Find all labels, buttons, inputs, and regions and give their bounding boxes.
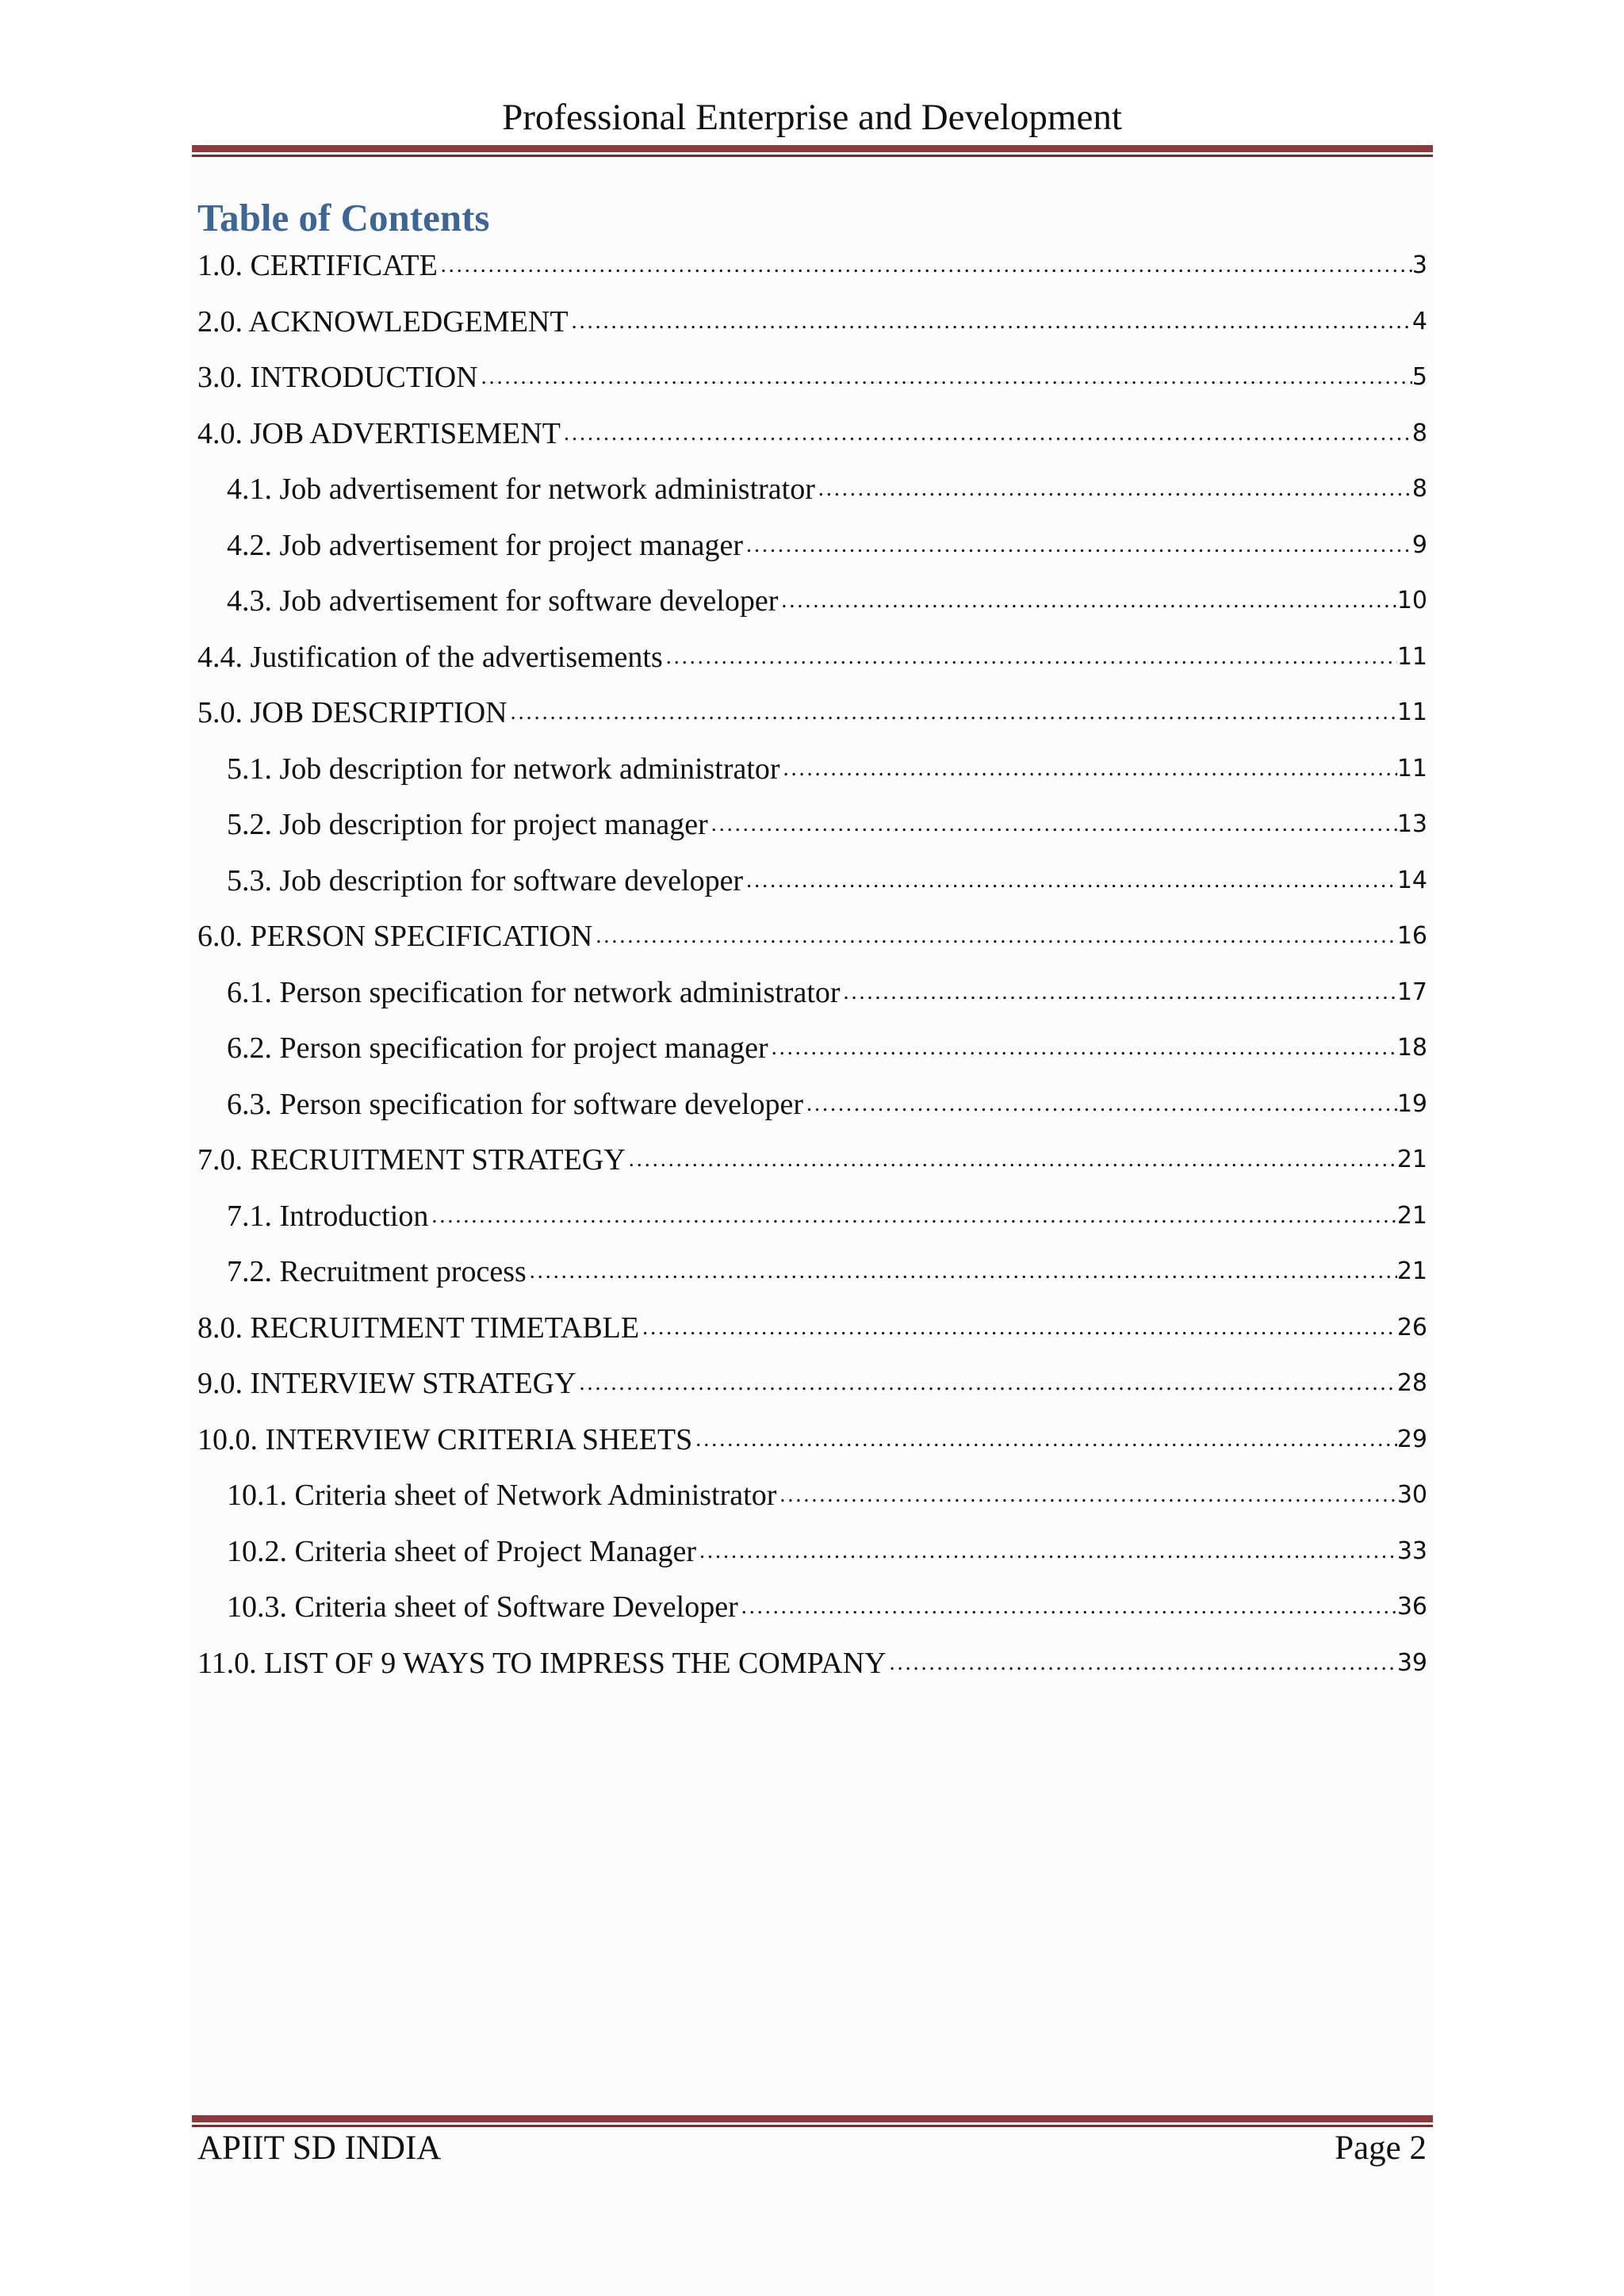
toc-entry-label: 11.0. LIST OF 9 WAYS TO IMPRESS THE COMPANY	[197, 1646, 887, 1680]
toc-dot-leader	[569, 300, 1412, 344]
toc-entry[interactable]	[197, 914, 1427, 970]
toc-entry-label: 5.3. Job description for software developer	[227, 863, 744, 897]
toc-entry-label: 7.0. RECRUITMENT STRATEGY	[197, 1143, 626, 1177]
toc-entry[interactable]	[197, 1418, 1427, 1474]
toc-entry-label: 4.1. Job advertisement for network administrator	[227, 473, 815, 506]
toc-entry-page: 29	[1396, 1425, 1427, 1453]
toc-entry-page: 33	[1396, 1536, 1427, 1565]
toc-dot-leader	[768, 1026, 1397, 1070]
toc-entry[interactable]	[197, 1473, 1427, 1529]
toc-entry-page: 16	[1396, 922, 1427, 950]
toc-dot-leader	[428, 1194, 1396, 1238]
toc-entry-page: 11	[1396, 698, 1427, 726]
toc-entry-page: 14	[1396, 866, 1427, 894]
toc-entry[interactable]	[197, 691, 1427, 747]
toc-entry-label: 10.1. Criteria sheet of Network Administrator	[227, 1479, 777, 1512]
toc-dot-leader	[692, 1418, 1397, 1462]
toc-entry-label: 10.2. Criteria sheet of Project Manager	[227, 1534, 696, 1568]
toc-entry-page: 5	[1411, 363, 1427, 391]
toc-dot-leader	[592, 914, 1397, 959]
toc-dot-leader	[780, 747, 1397, 791]
header-rule	[192, 145, 1433, 157]
toc-entry-page: 10	[1396, 587, 1427, 614]
toc-dot-leader	[663, 635, 1397, 679]
toc-entry-label: 4.2. Job advertisement for project manager	[227, 528, 744, 562]
toc-entry[interactable]	[197, 859, 1427, 915]
toc-entry[interactable]	[197, 1026, 1427, 1082]
toc-entry-label: 3.0. INTRODUCTION	[197, 361, 478, 394]
toc-entry[interactable]	[197, 1082, 1427, 1138]
toc-entry-label: 1.0. CERTIFICATE	[197, 249, 438, 282]
toc-entry[interactable]	[197, 355, 1427, 411]
toc-dot-leader	[626, 1138, 1397, 1182]
toc-dot-leader	[887, 1641, 1397, 1686]
toc-entry-page: 36	[1396, 1593, 1427, 1621]
toc-entry[interactable]	[197, 523, 1427, 580]
toc-entry-page: 21	[1396, 1201, 1427, 1230]
toc-dot-leader	[778, 579, 1396, 623]
toc-dot-leader	[438, 243, 1412, 288]
toc-entry[interactable]	[197, 1361, 1427, 1418]
toc-entry-label: 10.3. Criteria sheet of Software Developer	[227, 1590, 738, 1624]
toc-entry[interactable]	[197, 747, 1427, 803]
toc-entry-page: 39	[1396, 1648, 1427, 1677]
toc-entry-label: 10.0. INTERVIEW CRITERIA SHEETS	[197, 1422, 693, 1456]
toc-entry-label: 4.0. JOB ADVERTISEMENT	[197, 416, 561, 450]
toc-entry-label: 2.0. ACKNOWLEDGEMENT	[197, 304, 569, 339]
toc-entry-page: 21	[1396, 1146, 1427, 1173]
toc-entry-page: 8	[1411, 475, 1427, 503]
toc-entry-label: 5.1. Job description for network administrator	[227, 752, 780, 786]
toc-entry-page: 17	[1396, 978, 1427, 1006]
toc-entry-label: 7.2. Recruitment process	[227, 1255, 527, 1288]
toc-entry[interactable]	[197, 467, 1427, 523]
toc-entry-page: 21	[1396, 1257, 1427, 1285]
toc-entry[interactable]	[197, 300, 1427, 356]
toc-entry-page: 11	[1396, 754, 1427, 783]
toc-dot-leader	[708, 802, 1397, 847]
toc-dot-leader	[743, 523, 1412, 568]
toc-entry-page: 19	[1396, 1089, 1427, 1118]
toc-dot-leader	[743, 859, 1397, 903]
toc-entry[interactable]	[197, 1194, 1427, 1250]
toc-entry[interactable]	[197, 1585, 1427, 1641]
toc-entry[interactable]	[197, 243, 1427, 300]
toc-dot-leader	[776, 1473, 1396, 1517]
toc-dot-leader	[738, 1585, 1397, 1629]
toc-entry[interactable]	[197, 579, 1427, 635]
toc-dot-leader	[508, 691, 1397, 735]
toc-dot-leader	[561, 411, 1412, 456]
toc-entry-label: 6.2. Person specification for project manager	[227, 1031, 768, 1065]
toc-entry-page: 13	[1396, 810, 1427, 838]
toc-dot-leader	[803, 1082, 1397, 1127]
toc-list	[197, 243, 1427, 1697]
toc-entry-label: 9.0. INTERVIEW STRATEGY	[197, 1367, 576, 1400]
toc-entry-page: 4	[1411, 307, 1427, 335]
toc-entry-label: 6.3. Person specification for software developer	[227, 1087, 804, 1121]
toc-entry[interactable]	[197, 411, 1427, 468]
toc-entry-label: 4.3. Job advertisement for software developer	[227, 584, 779, 618]
toc-entry-label: 5.0. JOB DESCRIPTION	[197, 696, 508, 729]
toc-entry-page: 3	[1411, 251, 1427, 279]
toc-entry-label: 6.0. PERSON SPECIFICATION	[197, 920, 593, 953]
toc-dot-leader	[841, 970, 1397, 1015]
toc-entry-label: 7.1. Introduction	[227, 1199, 429, 1233]
toc-entry-page: 28	[1396, 1369, 1427, 1397]
toc-dot-leader	[815, 467, 1412, 511]
toc-entry[interactable]	[197, 1529, 1427, 1586]
toc-entry-label: 5.2. Job description for project manager	[227, 808, 708, 841]
footer-page-number: Page 2	[1335, 2130, 1427, 2167]
toc-dot-leader	[527, 1249, 1397, 1294]
toc-entry-page: 26	[1396, 1313, 1427, 1341]
toc-dot-leader	[639, 1306, 1397, 1350]
toc-dot-leader	[696, 1529, 1397, 1574]
toc-entry-page: 30	[1396, 1481, 1427, 1509]
running-header: Professional Enterprise and Development	[502, 97, 1122, 138]
toc-entry-page: 11	[1396, 642, 1427, 671]
toc-entry-label: 4.4. Justification of the advertisements	[197, 640, 663, 674]
toc-dot-leader	[478, 355, 1412, 400]
toc-entry[interactable]	[197, 970, 1427, 1027]
toc-entry-page: 9	[1411, 530, 1427, 559]
toc-heading: Table of Contents	[197, 196, 490, 239]
toc-entry-page: 18	[1396, 1034, 1427, 1062]
footer-organization: APIIT SD INDIA	[197, 2130, 442, 2167]
toc-entry-label: 6.1. Person specification for network administrator	[227, 975, 841, 1009]
toc-entry[interactable]	[197, 1249, 1427, 1306]
toc-entry[interactable]	[197, 1306, 1427, 1362]
toc-entry[interactable]	[197, 1641, 1427, 1697]
toc-entry[interactable]	[197, 635, 1427, 691]
toc-entry-label: 8.0. RECRUITMENT TIMETABLE	[197, 1311, 640, 1345]
toc-entry[interactable]	[197, 802, 1427, 859]
toc-dot-leader	[576, 1361, 1397, 1406]
toc-entry[interactable]	[197, 1138, 1427, 1194]
toc-entry-page: 8	[1411, 419, 1427, 447]
